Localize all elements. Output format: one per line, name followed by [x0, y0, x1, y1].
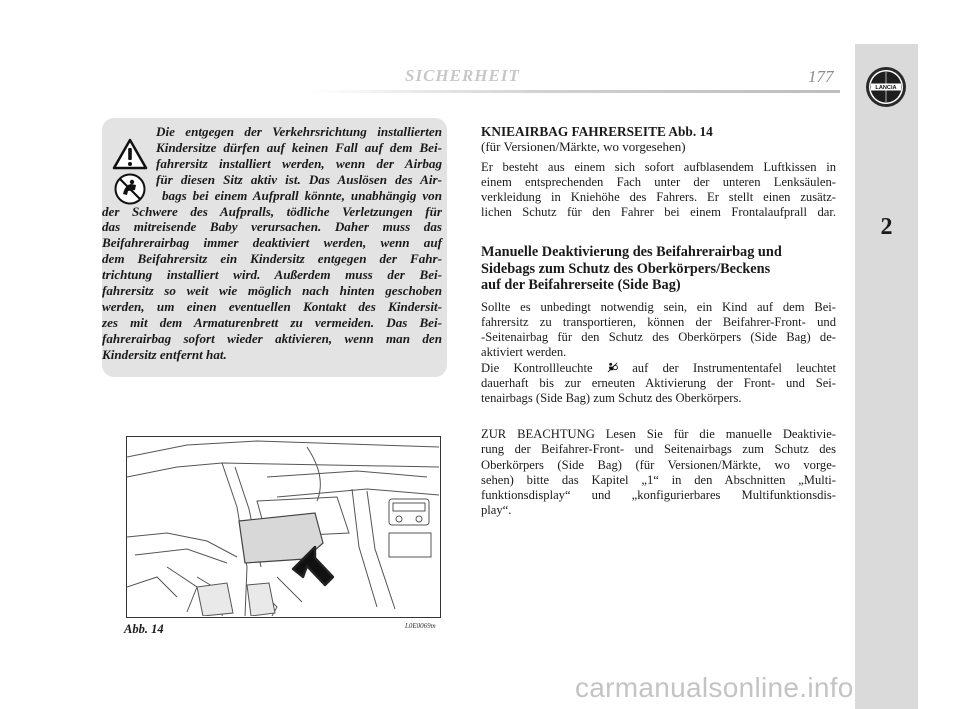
body-line: dauerhaft bis zur erneuten Aktivierung der Front- und Sei- — [481, 375, 836, 390]
lamp-text-before: Die Kontrollleuchte — [481, 360, 593, 375]
note-line: sehen) bitte das Kapitel „1“ in den Abschnitten „Multi- — [481, 472, 836, 487]
body-line: aktiviert werden. — [481, 345, 567, 360]
section-heading-line: Sidebags zum Schutz des Oberkörpers/Beckens — [481, 260, 771, 277]
warning-line: der Schwere des Aufpralls, tödliche Verletzungen für — [102, 203, 442, 219]
chapter-number: 2 — [880, 214, 893, 240]
body-line: tenairbags (Side Bag) zum Schutz des Oberkörpers. — [481, 391, 742, 406]
airbag-off-icon — [607, 362, 618, 373]
lancia-logo-icon — [865, 66, 907, 108]
body-line: Sollte es unbedingt notwendig sein, ein Kind auf dem Bei- — [481, 299, 836, 314]
warning-line: werden, um einen eventuellen Kontakt des Kindersit- — [102, 298, 442, 314]
logo-text: LANCIA — [875, 85, 897, 92]
body-line: verkleidung in Kniehöhe des Fahrers. Er stellt einen zusätz- — [481, 190, 836, 205]
section-subheading: (für Versionen/Märkte, wo vorgesehen) — [481, 139, 686, 155]
warning-line: das mitreisende Baby verursachen. Daher muss das — [102, 219, 442, 235]
warning-line: Kindersitze dürfen auf keinen Fall auf dem Bei- — [156, 139, 442, 155]
warning-line: trichtung installiert wird. Außerdem muss der Bei- — [102, 267, 442, 283]
watermark: carmanualsonline.info — [575, 672, 854, 703]
note-line: play“. — [481, 503, 512, 518]
section-heading-line: Manuelle Deaktivierung des Beifahrerairbag und — [481, 244, 782, 260]
body-line: einem entsprechenden Fach unter der unteren Lenksäulen- — [481, 174, 836, 189]
section-title: SICHERHEIT — [405, 66, 520, 85]
body-line: fahrersitz zu transportieren, können der Beifahrer-Front- und — [481, 314, 836, 329]
warning-line: fahrersitz so weit wie möglich nach hinten geschoben — [102, 283, 442, 299]
knee-airbag-section — [481, 124, 836, 221]
figure-caption: Abb. 14 — [124, 622, 164, 636]
warning-line: dem Beifahrersitz ein Kindersitz entgegen der Fahr- — [102, 251, 442, 267]
note-section — [481, 427, 836, 519]
body-line: lichen Schutz für den Fahrer bei einem Frontalaufprall dar. — [481, 205, 836, 220]
warning-line: zes mit dem Armaturenbrett zu vermeiden. Das Bei- — [102, 314, 442, 330]
section-heading: KNIEAIRBAG FAHRERSEITE Abb. 14 — [481, 124, 713, 139]
warning-line: bags bei einem Aufprall könnte, unabhängig von — [162, 187, 442, 203]
chapter-sidebar — [855, 44, 918, 709]
dashboard-illustration — [127, 437, 439, 616]
note-line: funktionsdisplay“ und „konfigurierbares Multifunktionsdis- — [481, 488, 836, 503]
airbag-deactivation-section — [481, 244, 836, 407]
warning-line: Beifahrerairbag immer deaktiviert werden, wenn auf — [102, 235, 442, 251]
lamp-line — [481, 361, 836, 376]
header-rule — [310, 90, 840, 93]
warning-line: Die entgegen der Verkehrsrichtung installierten — [156, 124, 442, 139]
warning-text — [102, 124, 442, 363]
note-line: Oberkörpers (Side Bag) (für Versionen/Märkte, wo vorge- — [481, 457, 836, 472]
warning-line: fahrerairbag sofort wieder aktivieren, wenn man den — [102, 330, 442, 346]
warning-line: fahrersitz installiert werden, wenn der Airbag — [156, 155, 442, 171]
body-line: -Seitenairbag für den Schutz des Oberkörpers (Side Bag) de- — [481, 330, 836, 345]
note-line: rung der Beifahrer-Front- und Seitenairbags zum Schutz des — [481, 442, 836, 457]
body-line: Er besteht aus einem sich sofort aufblasendem Luftkissen in — [481, 159, 836, 174]
figure-knee-airbag — [126, 436, 441, 618]
section-heading-line: auf der Beifahrerseite (Side Bag) — [481, 277, 681, 293]
figure-code: L0E0069m — [405, 622, 436, 630]
page-number: 177 — [808, 67, 834, 86]
warning-line: Kindersitz entfernt hat. — [102, 346, 227, 362]
warning-line: für diesen Sitz aktiv ist. Das Auslösen des Air- — [156, 171, 442, 187]
note-line: ZUR BEACHTUNG Lesen Sie für die manuelle Deaktivie- — [481, 427, 836, 441]
lamp-text-after: auf der Instrumententafel leuchtet — [632, 360, 836, 375]
